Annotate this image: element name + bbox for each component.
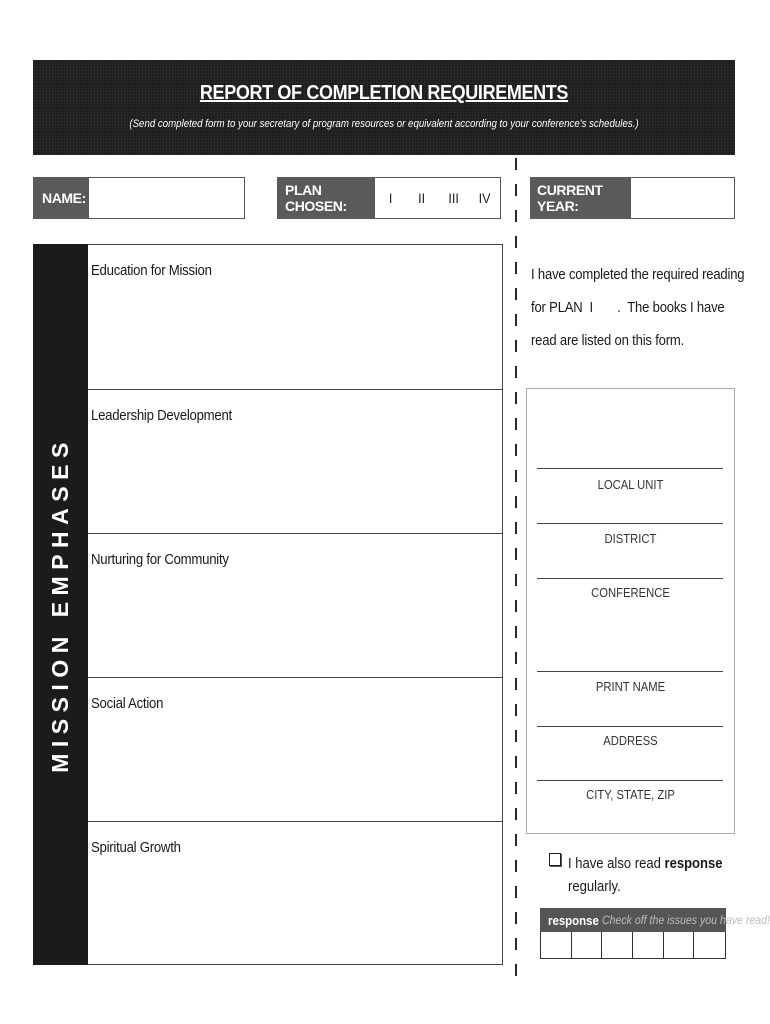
plan-option-3[interactable]: III — [447, 190, 459, 206]
district-line[interactable] — [537, 523, 723, 524]
emphasis-row-nurturing[interactable] — [88, 533, 502, 677]
city-state-zip-label: CITY, STATE, ZIP — [586, 788, 675, 802]
current-year-field[interactable] — [630, 177, 735, 219]
plan-option-2[interactable]: II — [418, 190, 426, 206]
mission-emphases-label-wrap — [33, 244, 88, 965]
plan-option-1[interactable]: I — [388, 190, 393, 206]
also-read-prefix: I have also read — [568, 855, 665, 872]
address-label: ADDRESS — [603, 734, 658, 748]
also-read-text — [568, 852, 723, 898]
name-field[interactable] — [88, 177, 245, 219]
form-title: REPORT OF COMPLETION REQUIREMENTS — [199, 82, 569, 104]
emphasis-row-leadership[interactable] — [88, 389, 502, 533]
emphasis-label: Education for Mission — [91, 262, 212, 279]
issue-checkbox-5[interactable] — [664, 932, 695, 958]
signature-box — [526, 388, 735, 834]
also-read-brand: response — [664, 855, 723, 872]
issue-checkbox-2[interactable] — [572, 932, 603, 958]
statement-line-3: read are listed on this form. — [531, 332, 685, 349]
plan-chosen-options — [374, 177, 501, 219]
statement-line-1: I have completed the required reading — [531, 266, 745, 283]
current-year-label: CURRENT YEAR: — [530, 177, 630, 219]
local-unit-line[interactable] — [537, 468, 723, 469]
city-state-zip-line[interactable] — [537, 780, 723, 781]
dashed-divider — [515, 158, 517, 988]
mission-emphases-table — [88, 244, 503, 965]
conference-label: CONFERENCE — [591, 586, 670, 600]
emphasis-label: Nurturing for Community — [91, 551, 229, 568]
address-line[interactable] — [537, 726, 723, 727]
emphasis-row-spiritual-growth[interactable] — [88, 821, 502, 964]
print-name-label: PRINT NAME — [595, 680, 666, 694]
statement-line-2: for PLAN I . The books I have — [531, 299, 725, 316]
emphasis-label: Leadership Development — [91, 407, 232, 424]
response-tracker-note: Check off the issues you have read! — [601, 913, 770, 927]
emphasis-label: Spiritual Growth — [91, 839, 181, 856]
issue-checkbox-4[interactable] — [633, 932, 664, 958]
completion-statement — [531, 258, 745, 357]
emphasis-label: Social Action — [91, 695, 164, 712]
response-issue-grid — [540, 932, 726, 959]
district-label: DISTRICT — [604, 532, 657, 546]
response-tracker-header — [540, 908, 770, 932]
form-subtitle: (Send completed form to your secretary of program resources or equivalent according to your conference's schedules.) — [129, 118, 639, 130]
issue-checkbox-3[interactable] — [602, 932, 633, 958]
plan-chosen-label: PLAN CHOSEN: — [277, 177, 374, 219]
local-unit-label: LOCAL UNIT — [597, 478, 664, 492]
also-read-line-2: regularly. — [568, 878, 621, 895]
print-name-line[interactable] — [537, 671, 723, 672]
also-read-checkbox[interactable] — [549, 853, 561, 866]
conference-line[interactable] — [537, 578, 723, 579]
issue-checkbox-1[interactable] — [541, 932, 572, 958]
form-header — [33, 60, 735, 155]
plan-option-4[interactable]: IV — [478, 190, 491, 206]
name-label: NAME: — [33, 177, 88, 219]
issue-checkbox-6[interactable] — [694, 932, 725, 958]
emphasis-row-education[interactable] — [88, 245, 502, 389]
mission-emphases-label: MISSION EMPHASES — [47, 436, 74, 773]
response-tracker-brand: response — [548, 912, 599, 928]
emphasis-row-social-action[interactable] — [88, 677, 502, 821]
